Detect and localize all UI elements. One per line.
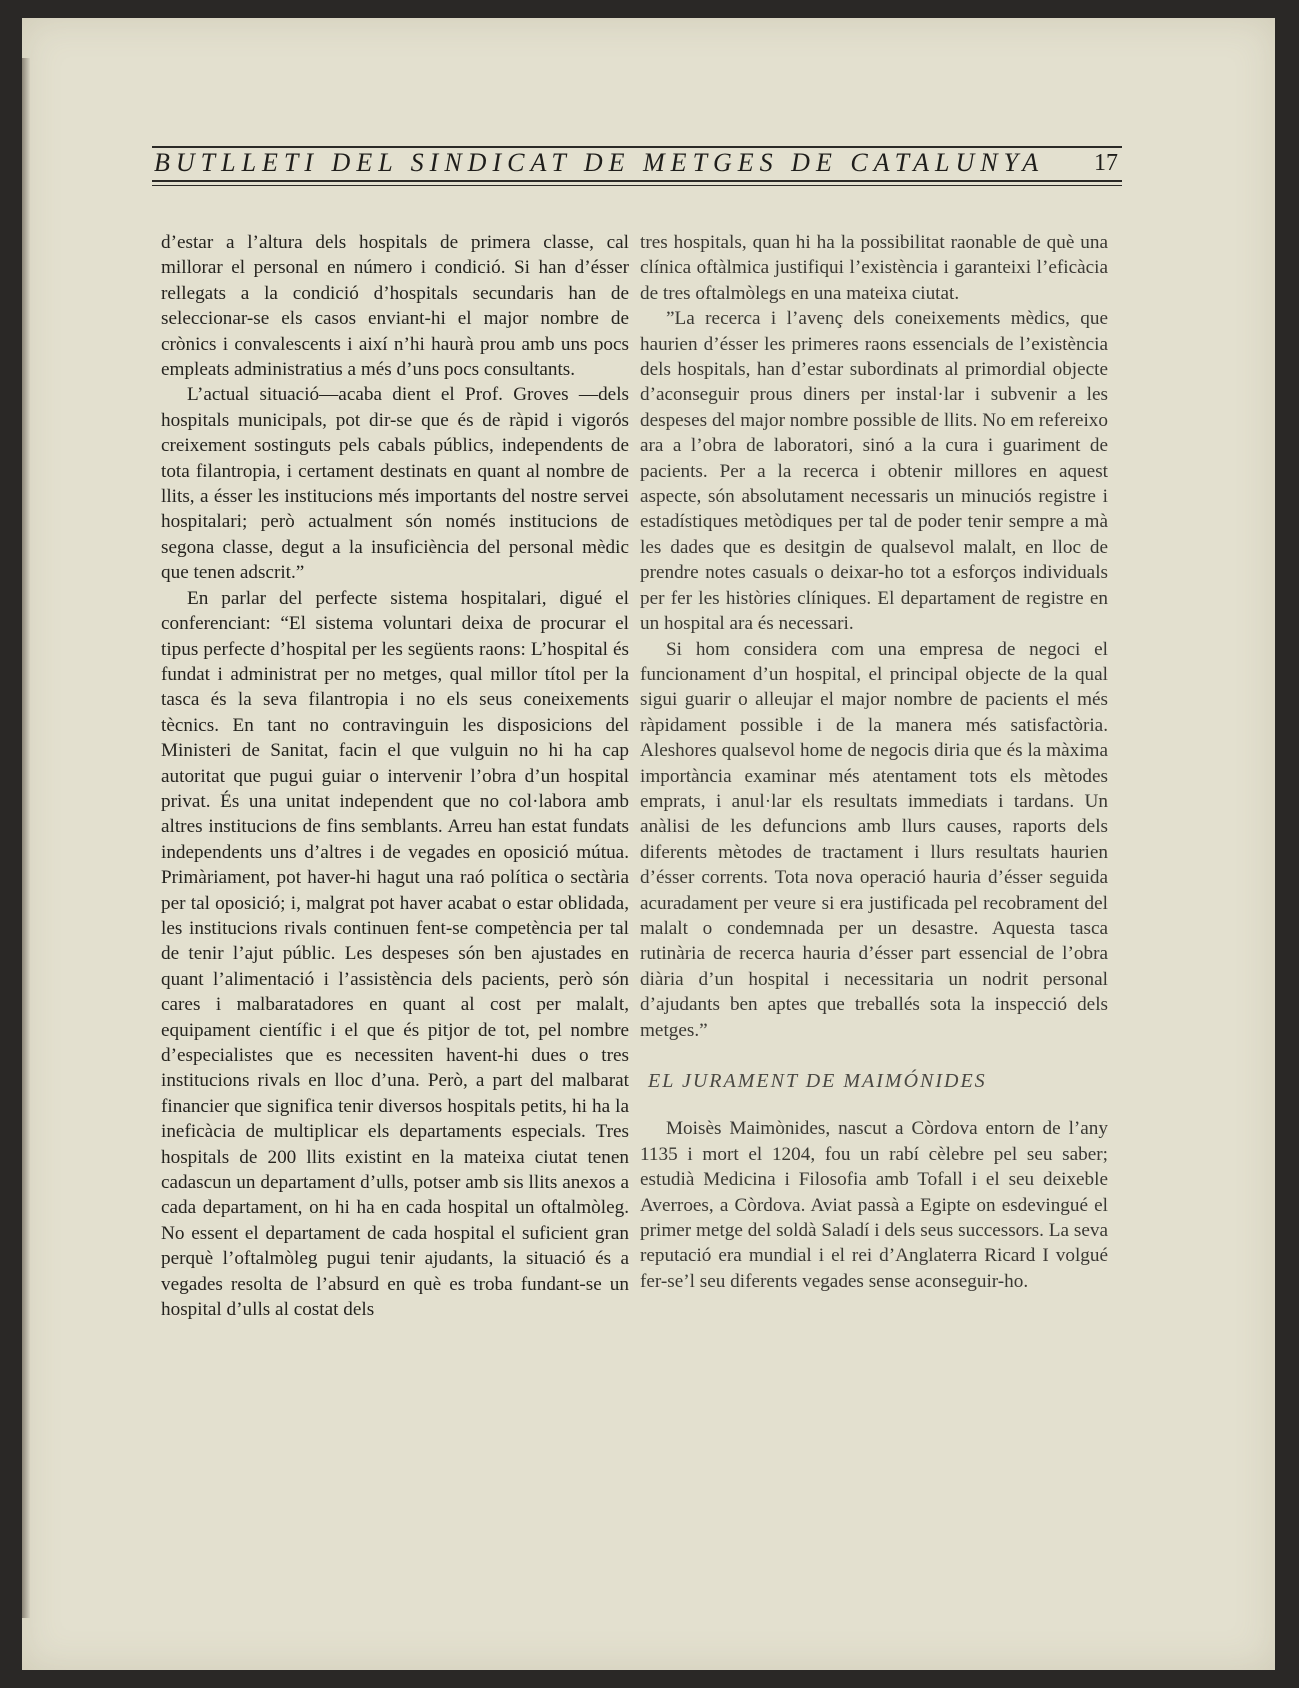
paragraph: L’actual situació—acaba dient el Prof. Groves —dels hospitals municipals, pot dir-se que és de ràpid i vigorós creixement sostinguts pels cabals públics, independents de tota filantropia, i certament destinats en quant al nombre de llits, a ésser les institucions més importants del nostre servei hospitalari; però actualment són només institucions de segona classe, degut a la insuficiència del personal mèdic que tenen adscrit.” [161,384,629,584]
paragraph: ”La recerca i l’avenç dels coneixements mèdics, que haurien d’ésser les primeres raons essencials de l’existència dels hospitals, han d’estar subordinats al primordial objecte d’aconseguir prous diners per instal·lar i subvenir a les despeses del major nombre possible de llits. No em refereixo ara a l’obra de laboratori, sinó a la cura i guariment de pacients. Per a la recerca i obtenir millores en aquest aspecte, són absolutament necessaris un minuciós registre i estadístiques metòdiques per tal de poder tenir sempre a mà les dades que es desitgin de qualsevol malalt, en lloc de prendre notes casuals o deixar-ho tot a esforços individuals per fer les històries clíniques. El departament de registre en un hospital ara és necessari. [640,308,1108,635]
header-bottom-thin-rule [152,185,1122,186]
paragraph: Moisès Maimònides, nascut a Còrdova entorn de l’any 1135 i mort el 1204, fou un rabí cèlebre pel seu saber; estudià Medicina i Filosofia amb Tofall i el seu deixeble Averroes, a Còrdova. Aviat passà a Egipte on esdevingué el primer metge del soldà Saladí i dels seus successors. La seva reputació era mundial i el rei d’Anglaterra Ricard I volgué fer-se’l seu diferents vegades sense aconseguir-ho. [640,1118,1108,1292]
paragraph: En parlar del perfecte sistema hospitalari, digué el conferenciant: “El sistema voluntari deixa de procurar el tipus perfecte d’hospital per les següents raons: L’hospital és fundat i administrat per no metges, qual millor títol per la tasca és la seva filantropia i no els seus coneixements tècnics. En tant no contravinguin les disposicions del Ministeri de Sanitat, facin el que vulguin no hi ha cap autoritat que pugui guiar o intervenir l’obra d’un hospital privat. És una unitat independent que no col·labora amb altres institucions de fins semblants. Arreu han estat fundats independents uns d’altres i de vegades en oposició mútua. Primàriament, pot haver-hi hagut una raó política o sectària per tal oposició; i, malgrat pot haver acabat o estar oblidada, les institucions rivals continuen fent-se competència per tal de tenir l’ajut públic. Les despeses són ben ajustades en quant l’alimentació i l’assistència dels pacients, però són cares i malbaratadores en quant al cost per malalt, equipament científic i el que és pitjor de tot, pel nombre d’especialistes que es necessiten havent-hi dues o tres institucions rivals en lloc d’una. Però, a part del malbarat financier que significa tenir diversos hospitals petits, hi ha la ineficàcia de multiplicar els departaments especials. Tres hospitals de 200 llits existint en la mateixa ciutat tenen cadascun un departament d’ulls, potser amb sis llits anexos a cada departament, on hi ha en cada hospital un oftalmòleg. No essent el departament de cada hospital el suficient gran perquè l’oftalmòleg pugui tenir ajudants, la situació és a vegades resolta de l’absurd en què es troba fundant-se un hospital d’ulls al costat dels [161,587,629,1321]
running-header [152,128,1122,198]
paragraph: d’estar a l’altura dels hospitals de primera classe, cal millorar el personal en número i condició. Si han d’ésser rellegats a la condició d’hospitals secundaris han de seleccionar-se els casos enviant-hi el major nombre de crònics i convalescents i així n’hi haurà prou amb uns pocs empleats administratius a més d’uns pocs consultants. [161,232,629,381]
journal-title: BUTLLETI DEL SINDICAT DE METGES DE CATALUNYA [154,148,1045,177]
header-bottom-rule [152,180,1122,182]
left-text-column [161,230,629,1322]
paragraph: Si hom considera com una empresa de negoci el funcionament d’un hospital, el principal objecte de la qual sigui guarir o alleujar el major nombre de pacients el més ràpidament possible i de la manera més satisfactòria. Aleshores qualsevol home de negocis diria que és la màxima importància examinar més atentament tots els mètodes emprats, i anul·lar els resultats immediats i tardans. Un anàlisi de les defuncions amb llurs causes, raports dels diferents mètodes de tractament i llurs resultats haurien d’ésser corrents. Tota nova operació hauria d’ésser seguida acuradament per veure si era justificada pel recobrament del malalt o condemnada per un desastre. Aquesta tasca rutinària de recerca hauria d’ésser part essencial de l’obra diària d’un hospital i necessitaria un nodrit personal d’ajudants ben aptes que treballés sota la inspecció dels metges.” [640,638,1108,1041]
journal-page [22,18,1275,1670]
paragraph: tres hospitals, quan hi ha la possibilitat raonable de què una clínica oftàlmica justifiqui l’existència i garanteixi l’eficàcia de tres oftalmòlegs en una mateixa ciutat. [640,232,1108,304]
right-text-column [640,230,1108,1294]
page-binding-edge [22,58,30,1618]
page-number: 17 [1094,150,1118,176]
section-heading: EL JURAMENT DE MAIMÓNIDES [648,1070,987,1092]
